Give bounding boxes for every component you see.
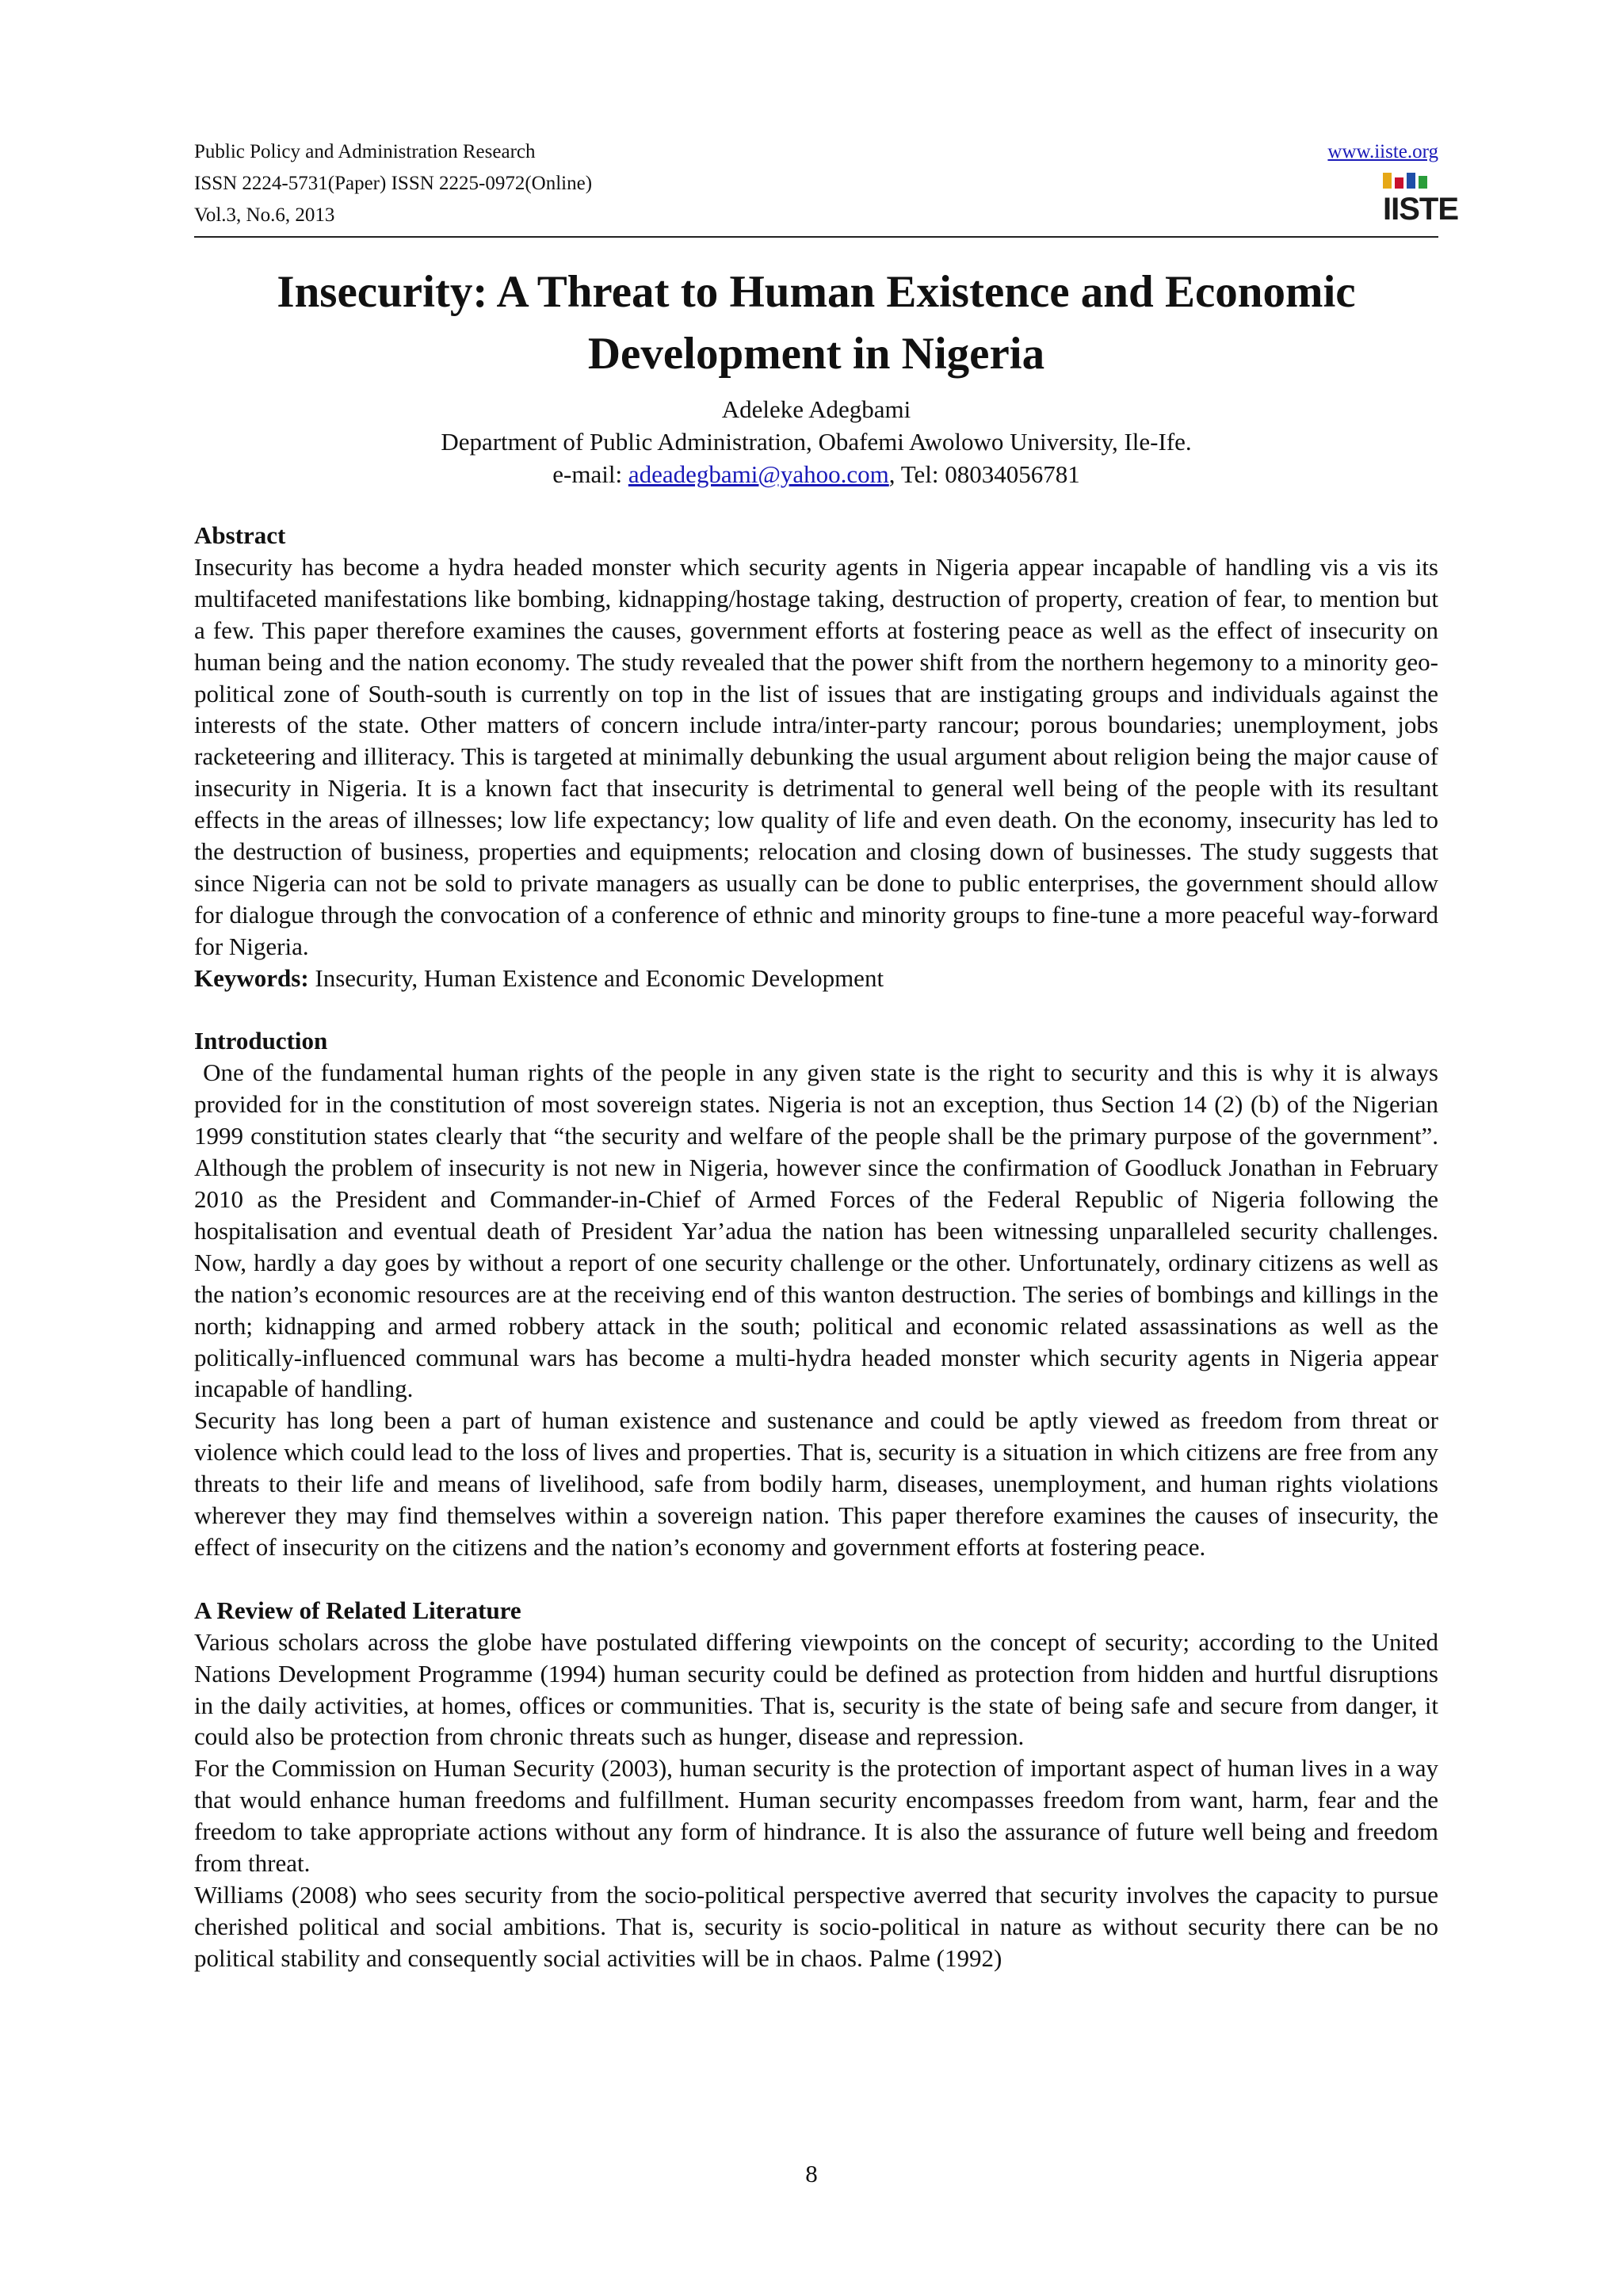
issn-line: ISSN 2224-5731(Paper) ISSN 2225-0972(Online) (194, 173, 593, 194)
author-contact (194, 458, 1438, 490)
paper-body (194, 520, 1445, 1974)
logo-text: IISTE (1383, 192, 1459, 227)
tel-text: , Tel: 08034056781 (888, 460, 1080, 488)
page-header (194, 136, 1459, 239)
spacer (194, 994, 1438, 1026)
literature-heading: A Review of Related Literature (194, 1596, 521, 1624)
literature-paragraph: For the Commission on Human Security (2003), human security is the protection of important aspect of human lives in a way that would enhance human freedoms and fulfillment. Human security encompasses freedom from want, harm, fear and the freedom to take appropriate actions without any form of hindrance. It is also the assurance of future well being and freedom from threat. (194, 1754, 1438, 1878)
iiste-logo (1383, 173, 1459, 230)
logo-bar (1407, 173, 1415, 189)
logo-bar (1383, 173, 1392, 189)
author-affiliation: Department of Public Administration, Obafemi Awolowo University, Ile-Ife. (441, 428, 1192, 456)
header-rule (194, 236, 1438, 238)
logo-bar (1395, 177, 1403, 189)
website-link[interactable]: www.iiste.org (1327, 141, 1438, 162)
keywords-text: Insecurity, Human Existence and Economic Development (308, 963, 884, 992)
keywords-label: Keywords: (194, 963, 309, 992)
abstract-heading: Abstract (194, 521, 286, 549)
paper-title: Insecurity: A Threat to Human Existence and Economic Development in Nigeria (277, 267, 1356, 379)
logo-bar (1419, 176, 1427, 189)
author-name: Adeleke Adegbami (721, 395, 911, 423)
journal-name: Public Policy and Administration Research (194, 141, 536, 162)
literature-paragraph: Various scholars across the globe have postulated differing viewpoints on the concept of security; according to the United Nations Development Programme (1994) human security could be defined as protection from hidden and hurtful disruptions in the daily activities, at homes, offices or communities. That is, security is the state of being safe and secure from danger, it could also be protection from chronic threats such as hunger, disease and repression. (194, 1627, 1438, 1751)
keywords-line (194, 963, 1438, 994)
logo-color-bars (1383, 173, 1437, 189)
volume-line: Vol.3, No.6, 2013 (194, 204, 335, 226)
literature-paragraph: Williams (2008) who sees security from the socio-political perspective averred that security involves the capacity to pursue cherished political and social ambitions. That is, security is socio-political in nature as without security there can be no political stability and consequently social activities will be in chaos. Palme (1992) (194, 1880, 1438, 1972)
email-label: e-mail: (552, 460, 628, 488)
author-block (194, 393, 1438, 490)
spacer (194, 1563, 1438, 1595)
introduction-heading: Introduction (194, 1027, 328, 1055)
page-number: 8 (805, 2160, 818, 2187)
introduction-paragraph: Security has long been a part of human existence and sustenance and could be aptly viewed as freedom from threat or violence which could lead to the loss of lives and properties. That is, security is a situation in which citizens are free from any threats to their life and means of livelihood, safe from bodily harm, diseases, unemployment, and human rights violations wherever they may find themselves within a sovereign nation. This paper therefore examines the causes of insecurity, the effect of insecurity on the citizens and the nation’s economy and government efforts at fostering peace. (194, 1406, 1438, 1561)
email-link[interactable]: adeadegbami@yahoo.com (628, 460, 889, 488)
abstract-text: Insecurity has become a hydra headed monster which security agents in Nigeria appear incapable of handling vis a vis its multifaceted manifestations like bombing, kidnapping/hostage taking, destruction of property, creation of fear, to mention but a few. This paper therefore examines the causes, government efforts at fostering peace as well as the effect of insecurity on human being and the nation economy. The study revealed that the power shift from the northern hegemony to a minority geo-political zone of South-south is currently on top in the list of issues that are instigating groups and individuals against the interests of the state. Other matters of concern include intra/inter-party rancour; porous boundaries; unemployment, jobs racketeering and illiteracy. This is targeted at minimally debunking the usual argument about religion being the major cause of insecurity in Nigeria. It is a known fact that insecurity is detrimental to general well being of the people with its resultant effects in the areas of illnesses; low life expectancy; low quality of life and even death. On the economy, insecurity has led to the destruction of business, properties and equipments; relocation and closing down of businesses. The study suggests that since Nigeria can not be sold to private managers as usually can be done to public enterprises, the government should allow for dialogue through the convocation of a conference of ethnic and minority groups to fine-tune a more peaceful way-forward for Nigeria. (194, 552, 1438, 960)
introduction-paragraph: One of the fundamental human rights of the people in any given state is the right to security and this is why it is always provided for in the constitution of most sovereign states. Nigeria is not an exception, thus Section 14 (2) (b) of the Nigerian 1999 constitution states clearly that “the security and welfare of the people shall be the primary purpose of the government”. Although the problem of insecurity is not new in Nigeria, however since the confirmation of Goodluck Jonathan in February 2010 as the President and Commander-in-Chief of Armed Forces of the Federal Republic of Nigeria following the hospitalisation and eventual death of President Yar’adua the nation has been witnessing unparalleled security challenges. Now, hardly a day goes by without a report of one security challenge or the other. Unfortunately, ordinary citizens as well as the nation’s economic resources are at the receiving end of this wanton destruction. The series of bombings and killings in the north; kidnapping and armed robbery attack in the south; political and economic related assassinations as well as the politically-influenced communal wars has become a multi-hydra headed monster which security agents in Nigeria appear incapable of handling. (194, 1058, 1445, 1403)
